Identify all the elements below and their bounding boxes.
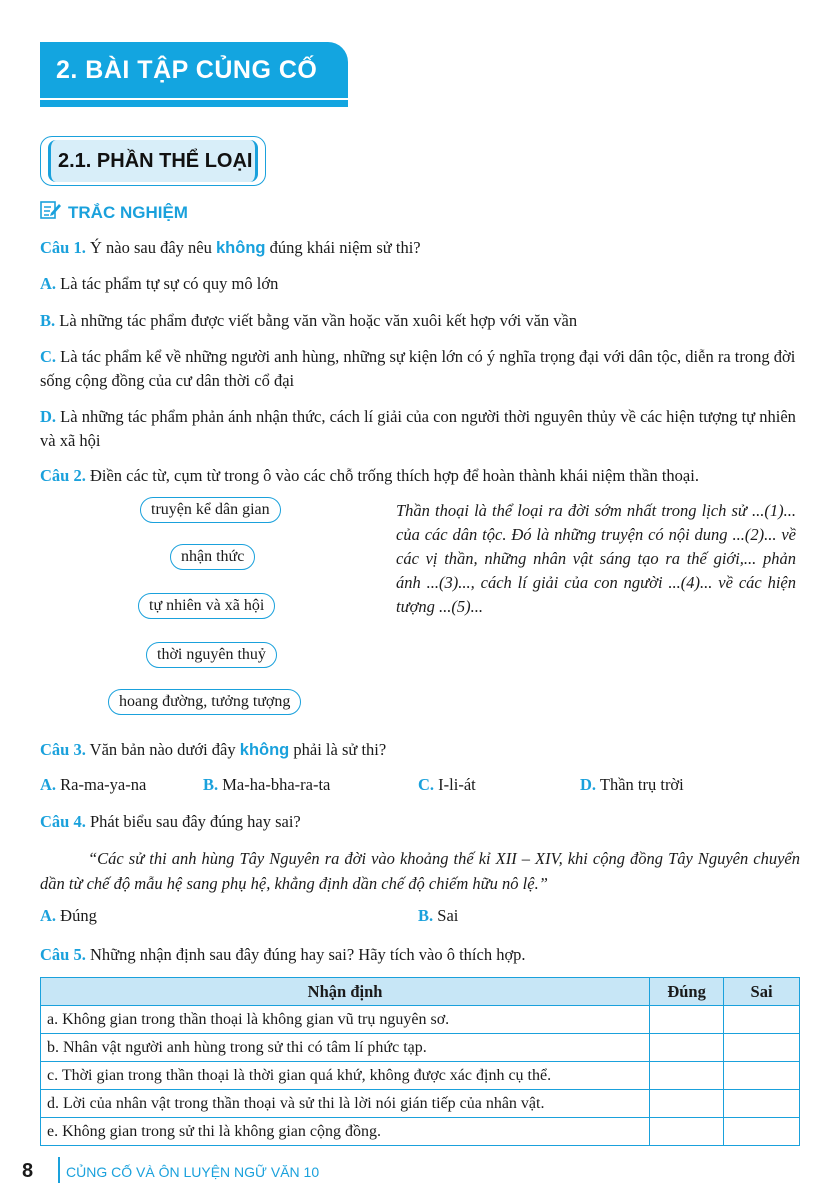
true-checkbox-cell[interactable]: [650, 1118, 724, 1146]
question-text: Những nhận định sau đây đúng hay sai? Hãy tích vào ô thích hợp.: [89, 945, 526, 964]
question-2: [40, 464, 800, 488]
question-text: Văn bản nào dưới đây: [89, 740, 236, 759]
option-letter: A.: [40, 906, 57, 925]
option-text: Là những tác phẩm phản ánh nhận thức, cách lí giải của con người thời nguyên thủy về các hiện tượng tự nhiên và xã hội: [40, 407, 796, 450]
header-true: Đúng: [650, 978, 724, 1006]
true-checkbox-cell[interactable]: [650, 1090, 724, 1118]
option-letter: B.: [203, 775, 219, 794]
option-letter: B.: [418, 906, 434, 925]
question-text: phải là sử thi?: [293, 740, 387, 759]
question-1: [40, 236, 800, 260]
question-text: Phát biểu sau đây đúng hay sai?: [89, 812, 301, 831]
option-a: [40, 272, 800, 296]
option-text: Thần trụ trời: [599, 775, 684, 794]
header-statement: Nhận định: [41, 978, 650, 1006]
question-text: Ý nào sau đây nêu: [89, 238, 212, 257]
statement-quote: “Các sử thi anh hùng Tây Nguyên ra đời vào khoảng thế kỉ XII – XIV, khi cộng đồng Tây Nguyên chuyển dần từ chế độ mẫu hệ sang phụ hệ, khẳng định dần chế độ chiếm hữu nô lệ.”: [40, 849, 800, 893]
question-5: [40, 943, 800, 967]
question-4: [40, 810, 800, 834]
option-c: [418, 775, 476, 795]
option-text: I-li-át: [438, 775, 476, 794]
option-text: Là những tác phẩm được viết bằng văn vần hoặc văn xuôi kết hợp với văn vần: [59, 311, 578, 330]
quiz-heading-label: TRẮC NGHIỆM: [68, 202, 188, 222]
option-text: Là tác phẩm kể về những người anh hùng, những sự kiện lớn có ý nghĩa trọng đại với dân tộc, diễn ra trong đời sống cộng đồng của cư dân thời cổ đại: [40, 347, 796, 390]
option-b: [203, 775, 330, 795]
question-label: Câu 2.: [40, 466, 86, 485]
question-text: Điền các từ, cụm từ trong ô vào các chỗ trống thích hợp để hoàn thành khái niệm thần thoại.: [89, 466, 699, 485]
option-text: Ma-ha-bha-ra-ta: [222, 775, 331, 794]
pencil-note-icon: [40, 200, 62, 225]
option-letter: B.: [40, 311, 56, 330]
option-d: [40, 405, 800, 453]
section-title: 2. BÀI TẬP CỦNG CỐ: [56, 56, 318, 84]
option-letter: C.: [40, 347, 57, 366]
true-false-table: [40, 977, 800, 1146]
statement-cell: a. Không gian trong thần thoại là không gian vũ trụ nguyên sơ.: [41, 1006, 650, 1034]
question-label: Câu 4.: [40, 812, 86, 831]
table-row: [41, 1062, 800, 1090]
false-checkbox-cell[interactable]: [724, 1090, 800, 1118]
question-label: Câu 1.: [40, 238, 86, 257]
option-letter: A.: [40, 274, 57, 293]
option-c: [40, 345, 800, 393]
option-letter: C.: [418, 775, 435, 794]
option-a: [40, 775, 146, 795]
option-letter: D.: [40, 407, 57, 426]
option-letter: D.: [580, 775, 597, 794]
option-b: [40, 309, 800, 333]
section-banner-underline: [40, 100, 348, 107]
word-box: tự nhiên và xã hội: [138, 593, 275, 619]
option-b: [418, 906, 458, 926]
option-d: [580, 775, 684, 795]
subsection-title: 2.1. PHẦN THỂ LOẠI: [58, 150, 253, 172]
true-checkbox-cell[interactable]: [650, 1062, 724, 1090]
option-text: Ra-ma-ya-na: [60, 775, 147, 794]
quiz-heading: [40, 200, 188, 225]
option-text: Sai: [437, 906, 459, 925]
true-checkbox-cell[interactable]: [650, 1006, 724, 1034]
word-box: nhận thức: [170, 544, 255, 570]
book-title: CỦNG CỐ VÀ ÔN LUYỆN NGỮ VĂN 10: [66, 1164, 320, 1180]
page-number: 8: [22, 1160, 34, 1182]
option-a: [40, 906, 97, 926]
statement-cell: e. Không gian trong sử thi là không gian cộng đồng.: [41, 1118, 650, 1146]
false-checkbox-cell[interactable]: [724, 1006, 800, 1034]
false-checkbox-cell[interactable]: [724, 1034, 800, 1062]
table-header-row: [41, 978, 800, 1006]
false-checkbox-cell[interactable]: [724, 1062, 800, 1090]
question-keyword: không: [215, 239, 266, 257]
question-label: Câu 3.: [40, 740, 86, 759]
true-checkbox-cell[interactable]: [650, 1034, 724, 1062]
header-false: Sai: [724, 978, 800, 1006]
option-text: Là tác phẩm tự sự có quy mô lớn: [60, 274, 279, 293]
word-box: thời nguyên thuỷ: [146, 642, 277, 668]
question-3: [40, 738, 800, 762]
table-row: [41, 1090, 800, 1118]
word-box: truyện kể dân gian: [140, 497, 281, 523]
question-keyword: không: [239, 741, 290, 759]
word-box: hoang đường, tưởng tượng: [108, 689, 301, 715]
question-label: Câu 5.: [40, 945, 86, 964]
myth-passage: Thần thoại là thể loại ra đời sớm nhất trong lịch sử ...(1)... của các dân tộc. Đó là những truyện có nội dung ...(2)... về các vị thần, những nhân vật sáng tạo ra thế giới,... phản ánh ...(3)..., cách lí giải của con người ...(4)... về các hiện tượng ...(5)...: [396, 501, 796, 616]
table-row: [41, 1118, 800, 1146]
option-letter: A.: [40, 775, 57, 794]
footer-divider: [58, 1157, 60, 1183]
false-checkbox-cell[interactable]: [724, 1118, 800, 1146]
statement-cell: c. Thời gian trong thần thoại là thời gian quá khứ, không được xác định cụ thể.: [41, 1062, 650, 1090]
statement-cell: d. Lời của nhân vật trong thần thoại và sử thi là lời nói gián tiếp của nhân vật.: [41, 1090, 650, 1118]
option-text: Đúng: [60, 906, 97, 925]
statement-cell: b. Nhân vật người anh hùng trong sử thi có tâm lí phức tạp.: [41, 1034, 650, 1062]
table-row: [41, 1034, 800, 1062]
question-text: đúng khái niệm sử thi?: [269, 238, 421, 257]
table-row: [41, 1006, 800, 1034]
